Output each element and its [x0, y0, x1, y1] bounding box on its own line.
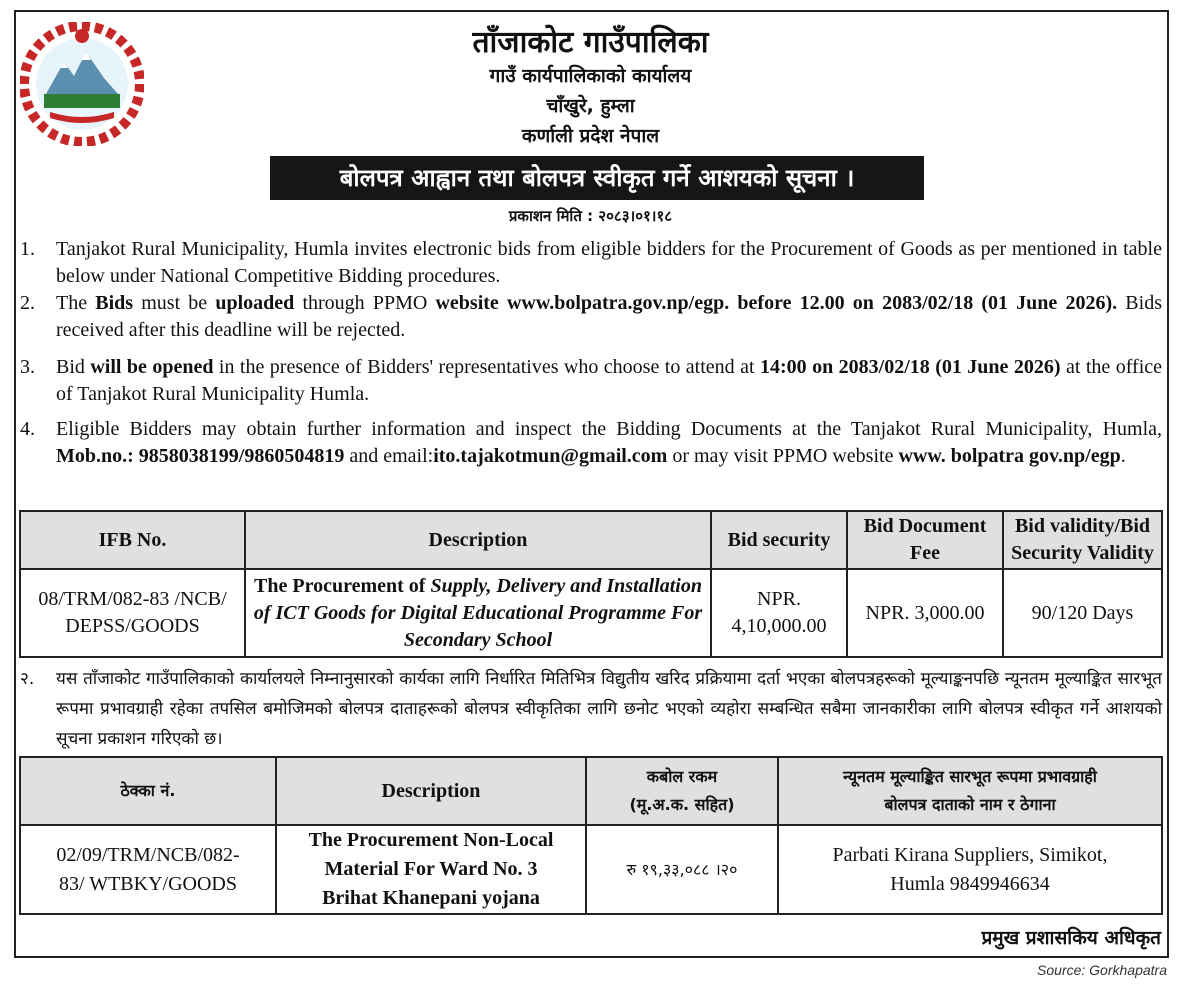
- notice-item-2: [20, 290, 1162, 344]
- amount-cell: रु १९,३३,०८८ ।२०: [586, 825, 778, 914]
- bidder-cell: Parbati Kirana Suppliers, Simikot, Humla 9849946634: [778, 825, 1162, 914]
- col-header-contract-no: ठेक्का नं.: [20, 757, 276, 825]
- item-text: Bid: [56, 356, 91, 378]
- item-text: through PPMO: [294, 292, 436, 314]
- item-number: २.: [20, 669, 35, 689]
- contract-no-cell: 02/09/TRM/NCB/082- 83/ WTBKY/GOODS: [20, 825, 276, 914]
- award-table: [19, 756, 1163, 915]
- intent-notice-paragraph: [20, 664, 1162, 754]
- item-number: 4.: [20, 418, 35, 440]
- item-text: यस ताँजाकोट गाउँपालिकाको कार्यालयले निम्नानुसारको कार्यका लागि निर्धारित मितिभित्र विद्युतीय खरिद प्रक्रियामा दर्ता भएका बोलपत्रहरूको मूल्याङ्कनपछि न्यूनतम मूल्याङ्कित सारभूत रूपमा प्रभावग्राही रहेका तपसिल बमोजिमको बोलपत्र दाताहरूको बोलपत्र स्वीकृतिका लागि छनोट भएको व्यहोरा सम्बन्धित सबैमा जानकारीका लागि बोलपत्र स्वीकृत गर्ने आशयको सूचना प्रकाशन गरिएको छ।: [56, 669, 1162, 749]
- col-header-bidder: न्यूनतम मूल्याङ्कित सारभूत रूपमा प्रभावग्राही बोलपत्र दाताको नाम र ठेगाना: [778, 757, 1162, 825]
- description-cell: The Procurement of Supply, Delivery and Installation of ICT Goods for Digital Educational Programme For Secondary School: [245, 569, 711, 657]
- col-header-validity: Bid validity/Bid Security Validity: [1003, 511, 1162, 569]
- col-header-description: Description: [245, 511, 711, 569]
- email-address: ito.tajakotmun@gmail.com: [433, 445, 668, 467]
- ifb-cell: 08/TRM/082-83 /NCB/ DEPSS/GOODS: [20, 569, 245, 657]
- table-row: [20, 569, 1162, 657]
- signatory-title: प्रमुख प्रशासकिय अधिकृत: [981, 927, 1161, 949]
- col-header-amount: कबोल रकम (मू.अ.क. सहित): [586, 757, 778, 825]
- item-text: must be: [133, 292, 216, 314]
- table-header-row: [20, 511, 1162, 569]
- item-text: Eligible Bidders may obtain further information and inspect the Bidding Documents at the Tanjakot Rural Municipality, Humla,: [56, 418, 1162, 440]
- description-cell: The Procurement Non-Local Material For Ward No. 3 Brihat Khanepani yojana: [276, 825, 586, 914]
- item-number: 2.: [20, 292, 35, 314]
- item-text-bold: website www.bolpatra.gov.np/egp. before 12.00 on 2083/02/18 (01 June 2026).: [435, 292, 1118, 314]
- item-text-bold: Bids: [95, 292, 134, 314]
- province-name: कर्णाली प्रदेश नेपाल: [521, 125, 660, 147]
- item-number: 1.: [20, 238, 35, 260]
- item-text: Tanjakot Rural Municipality, Humla invites electronic bids from eligible bidders for the Procurement of Goods as per mentioned in table below under National Competitive Bidding procedures.: [56, 238, 1162, 287]
- municipality-title: ताँजाकोट गाउँपालिका: [472, 25, 709, 60]
- col-header-bid-security: Bid security: [711, 511, 847, 569]
- notice-item-4: [20, 416, 1162, 470]
- item-text-bold: uploaded: [215, 292, 295, 314]
- item-text: or may visit PPMO website: [667, 445, 899, 467]
- item-text-bold: 14:00 on 2083/02/18 (01 June 2026): [759, 356, 1061, 378]
- bid-security-cell: NPR. 4,10,000.00: [711, 569, 847, 657]
- item-number: 3.: [20, 356, 35, 378]
- col-header-document-fee: Bid Document Fee: [847, 511, 1003, 569]
- col-header-ifb: IFB No.: [20, 511, 245, 569]
- item-text: and email:: [344, 445, 434, 467]
- item-text: at the office of Tanjakot Rural Municipality Humla.: [56, 356, 1163, 405]
- item-text: in the presence of Bidders' representatives who choose to attend at: [213, 356, 760, 378]
- document-fee-cell: NPR. 3,000.00: [847, 569, 1003, 657]
- item-text: The: [56, 292, 96, 314]
- col-header-description: Description: [276, 757, 586, 825]
- table-row: [20, 825, 1162, 914]
- publication-date: प्रकाशन मिति : २०८३।०१।१८: [508, 207, 673, 225]
- item-text-bold: will be opened: [90, 356, 214, 378]
- item-text: Bids received after this deadline will be rejected.: [56, 292, 1162, 341]
- office-name: गाउँ कार्यपालिकाको कार्यालय: [489, 65, 692, 87]
- notice-item-3: [20, 354, 1162, 408]
- source-credit: Source: Gorkhapatra: [1037, 962, 1167, 978]
- office-address: चाँखुरे, हुम्ला: [546, 95, 635, 117]
- item-text: .: [1120, 445, 1126, 467]
- notice-item-1: [20, 236, 1162, 290]
- validity-cell: 90/120 Days: [1003, 569, 1162, 657]
- mobile-number: Mob.no.: 9858038199/9860504819: [56, 445, 345, 467]
- notice-banner: बोलपत्र आह्वान तथा बोलपत्र स्वीकृत गर्ने आशयको सूचना ।: [270, 156, 924, 200]
- table-header-row: [20, 757, 1162, 825]
- bid-table: [19, 510, 1163, 658]
- website-link: www. bolpatra gov.np/egp: [898, 445, 1121, 467]
